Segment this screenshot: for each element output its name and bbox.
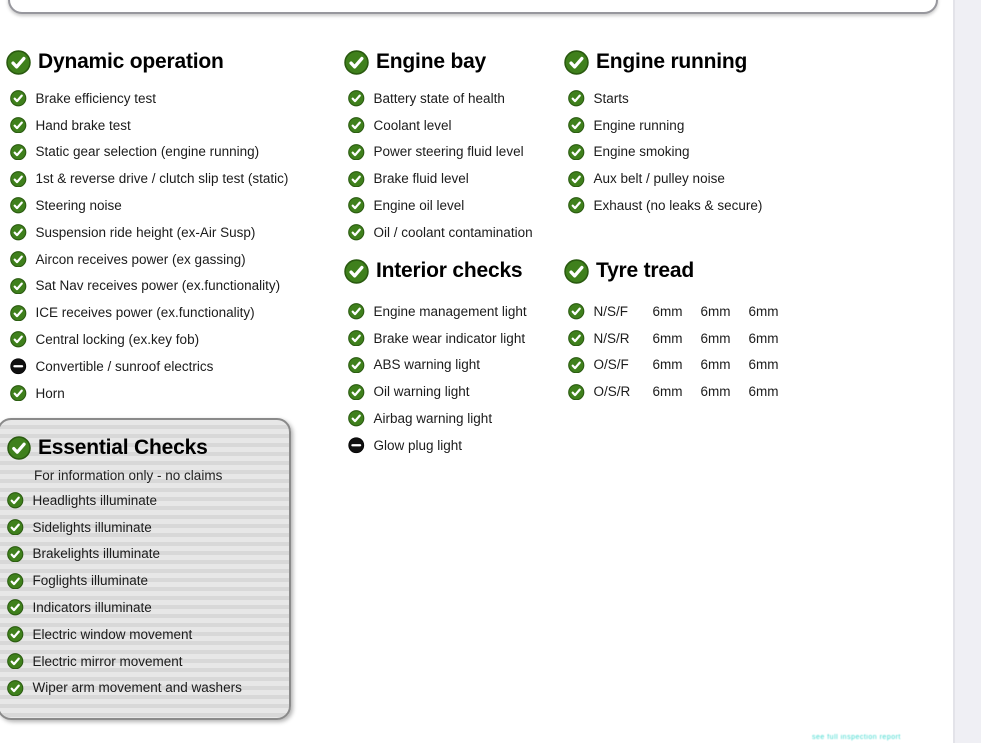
section-header [344,47,533,77]
check-circle-icon [7,436,31,460]
check-circle-icon [7,519,24,536]
check-circle-icon [348,357,365,374]
check-item-row [344,219,533,246]
check-item-label: 1st & reverse drive / clutch slip test (static) [35,171,289,187]
check-circle-icon [344,259,369,284]
check-item-row [344,325,527,352]
check-item-label: Suspension ride height (ex-Air Susp) [35,224,256,240]
tyre-depth-value: 6mm [652,330,683,346]
check-item-label: Horn [35,385,65,401]
check-item-row [7,621,289,648]
tyre-depth-value: 6mm [700,384,731,400]
check-circle-icon [348,90,365,107]
section-interior-checks [344,256,527,459]
check-item-label: Engine smoking [593,144,690,160]
check-item-row [7,675,289,702]
section-title: Essential Checks [38,436,208,459]
check-item-label: Power steering fluid level [373,144,524,160]
check-circle-icon [10,144,27,161]
check-item-row [6,246,288,273]
check-circle-icon [10,197,27,214]
watermark-text: see full inspection report [812,734,901,741]
check-item-row [564,112,762,139]
check-circle-icon [10,331,27,348]
check-circle-icon [348,384,365,401]
check-item-row [7,487,289,514]
check-item-label: Static gear selection (engine running) [35,144,260,160]
check-item-label: O/S/F [593,357,629,373]
check-item-label: Brake efficiency test [35,90,157,106]
check-item-row [7,514,289,541]
check-circle-icon [7,626,24,643]
check-circle-icon [348,144,365,161]
check-item-label: Indicators illuminate [32,600,152,616]
section-title: Interior checks [376,259,523,282]
section-essential-checks [0,418,291,720]
tyre-depth-value: 6mm [652,303,683,319]
check-item-row [344,298,527,325]
check-circle-icon [568,357,585,374]
section-dynamic-operation [6,47,288,407]
section-header [344,256,527,286]
check-item-label: N/S/R [593,330,630,346]
check-item-label: Electric window movement [32,626,193,642]
check-item-label: Coolant level [373,117,452,133]
check-item-row [344,352,527,379]
check-item-row [564,352,788,379]
check-circle-icon [10,90,27,107]
tyre-depth-value: 6mm [748,303,779,319]
check-item-label: Aircon receives power (ex gassing) [35,251,246,267]
check-item-row [6,353,288,380]
check-circle-icon [568,330,585,347]
check-item-row [6,112,288,139]
check-item-label: Starts [593,90,629,106]
check-item-row [564,85,762,112]
check-circle-icon [7,546,24,563]
check-circle-icon [10,117,27,134]
tyre-depth-value: 6mm [652,357,683,373]
tyre-depth-value: 6mm [700,303,731,319]
check-item-label: Steering noise [35,198,122,214]
check-item-label: Electric mirror movement [32,653,183,669]
check-item-label: Battery state of health [373,90,505,106]
check-circle-icon [568,117,585,134]
check-item-row [564,298,788,325]
check-item-row [7,541,289,568]
check-item-label: Exhaust (no leaks & secure) [593,198,763,214]
check-item-row [7,594,289,621]
check-circle-icon [10,385,27,402]
tyre-depth-value: 6mm [748,330,779,346]
check-item-row [344,378,527,405]
check-item-row [344,165,533,192]
check-item-label: Engine oil level [373,198,465,214]
check-circle-icon [348,117,365,134]
check-circle-icon [10,224,27,241]
check-item-label: Engine running [593,117,685,133]
check-item-row [6,139,288,166]
check-item-label: ICE receives power (ex.functionality) [35,305,255,321]
check-item-row [6,85,288,112]
check-item-row [564,165,762,192]
check-item-row [7,648,289,675]
check-item-row [6,165,288,192]
check-item-label: Foglights illuminate [32,573,149,589]
tyre-depth-value: 6mm [748,384,779,400]
check-circle-icon [348,410,365,427]
check-circle-icon [7,653,24,670]
check-item-label: Central locking (ex.key fob) [35,332,200,348]
check-item-label: Hand brake test [35,117,131,133]
previous-panel-bottom-edge [8,0,938,14]
check-circle-icon [568,303,585,320]
check-circle-icon [10,305,27,322]
check-circle-icon [348,330,365,347]
check-item-label: Brake fluid level [373,171,469,187]
check-item-label: Airbag warning light [373,411,493,427]
tyre-depth-value: 6mm [700,330,731,346]
check-item-row [344,192,533,219]
check-item-label: Brake wear indicator light [373,330,526,346]
check-item-label: Sidelights illuminate [32,519,152,535]
dash-circle-icon [348,437,365,454]
check-circle-icon [568,171,585,188]
check-circle-icon [348,171,365,188]
check-item-row [6,192,288,219]
check-circle-icon [348,224,365,241]
check-item-row [564,192,762,219]
check-circle-icon [568,384,585,401]
scrollbar-track[interactable] [953,0,981,743]
dash-circle-icon [10,358,27,375]
check-circle-icon [6,50,31,75]
check-circle-icon [10,171,27,188]
section-engine-running [564,47,762,219]
check-item-label: O/S/R [593,384,631,400]
check-item-row [564,139,762,166]
section-header [6,47,288,77]
check-item-row [6,219,288,246]
section-title: Engine bay [376,50,487,73]
section-header [564,47,762,77]
check-item-label: Headlights illuminate [32,492,158,508]
check-circle-icon [7,492,24,509]
check-item-label: Convertible / sunroof electrics [35,358,214,374]
check-item-row [344,139,533,166]
check-item-label: Aux belt / pulley noise [593,171,725,187]
check-circle-icon [10,278,27,295]
check-item-label: Wiper arm movement and washers [32,680,242,696]
check-item-label: Brakelights illuminate [32,546,161,562]
check-item-row [344,85,533,112]
check-item-row [6,380,288,407]
check-circle-icon [10,251,27,268]
check-item-row [6,273,288,300]
check-circle-icon [564,259,589,284]
tyre-depth-value: 6mm [748,357,779,373]
check-item-row [564,325,788,352]
tyre-depth-value: 6mm [652,384,683,400]
check-item-label: N/S/F [593,303,629,319]
check-circle-icon [344,50,369,75]
check-circle-icon [568,197,585,214]
check-item-label: Oil warning light [373,384,470,400]
tyre-depth-value: 6mm [700,357,731,373]
section-title: Dynamic operation [38,50,224,73]
section-engine-bay [344,47,533,246]
check-circle-icon [348,303,365,320]
section-header [7,433,289,463]
check-circle-icon [568,90,585,107]
check-item-row [344,112,533,139]
section-subtitle: For information only - no claims [34,467,223,483]
check-item-label: ABS warning light [373,357,481,373]
check-circle-icon [568,144,585,161]
check-item-row [344,432,527,459]
check-item-row [6,299,288,326]
check-item-row [6,326,288,353]
section-tyre-tread [564,256,788,405]
check-item-row [344,405,527,432]
check-circle-icon [7,680,24,697]
section-header [564,256,788,286]
check-item-row [564,378,788,405]
check-item-row [7,567,289,594]
check-circle-icon [348,197,365,214]
check-item-label: Engine management light [373,303,527,319]
check-circle-icon [564,50,589,75]
check-item-label: Sat Nav receives power (ex.functionality) [35,278,281,294]
section-title: Engine running [596,50,748,73]
check-item-label: Oil / coolant contamination [373,224,533,240]
check-circle-icon [7,573,24,590]
check-item-label: Glow plug light [373,437,463,453]
check-circle-icon [7,599,24,616]
section-title: Tyre tread [596,259,694,282]
